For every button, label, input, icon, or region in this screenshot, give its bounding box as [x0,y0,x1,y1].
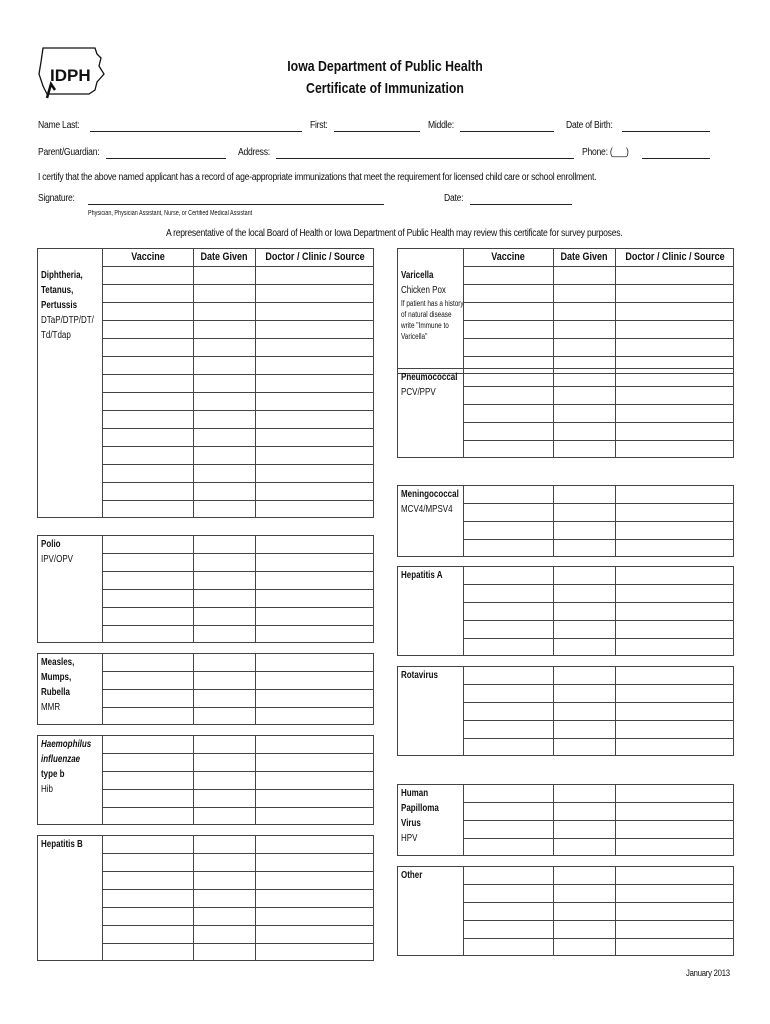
column-divider [615,866,616,956]
dob-field[interactable] [622,131,710,132]
table-row[interactable] [102,707,374,708]
vaccine-name: Mumps, [41,672,72,683]
parent-label: Parent/Guardian: [38,147,100,158]
table-row[interactable] [102,625,374,626]
last-name-field[interactable] [90,131,302,132]
table-row[interactable] [463,920,734,921]
table-row[interactable] [102,482,374,483]
table-row[interactable] [463,521,734,522]
table-row[interactable] [463,338,734,339]
vaccine-note: write "Immune to [401,321,449,330]
column-divider [193,248,194,518]
vaccine-name: type b [41,769,65,780]
left-vaccine-label-2 [41,655,105,715]
right-vaccine-label-6 [401,868,465,883]
middle-name-label: Middle: [428,120,454,131]
table-row[interactable] [102,771,374,772]
title-agency: Iowa Department of Public Health [287,58,483,75]
vaccine-name: Hepatitis B [41,839,83,850]
left-header-vaccine: Vaccine [130,251,165,263]
table-row[interactable] [102,925,374,926]
right-header-doctor: Doctor / Clinic / Source [624,251,725,263]
table-row[interactable] [102,302,374,303]
table-row[interactable] [463,539,734,540]
header-divider [463,266,734,267]
table-row[interactable] [102,607,374,608]
first-name-field[interactable] [334,131,420,132]
logo-text: IDPH [50,66,91,85]
phone-field[interactable] [642,158,710,159]
dob-label: Date of Birth: [566,120,613,131]
last-name-label: Name Last: [38,120,80,131]
idph-logo [37,44,107,106]
first-name-label: First: [310,120,328,131]
table-row[interactable] [463,820,734,821]
vaccine-name: Human [401,788,429,799]
table-row[interactable] [463,702,734,703]
signature-caption: Physician, Physician Assistant, Nurse, or Certified Medical Assistant [88,210,253,217]
vaccine-name: Diphtheria, [41,270,83,281]
table-row[interactable] [463,404,734,405]
table-row[interactable] [102,871,374,872]
table-row[interactable] [102,284,374,285]
vaccine-abbrev: DTaP/DTP/DT/ [41,315,94,326]
table-row[interactable] [463,902,734,903]
table-row[interactable] [463,422,734,423]
date-label: Date: [444,193,464,204]
table-row[interactable] [463,938,734,939]
vaccine-abbrev: IPV/OPV [41,554,74,565]
vaccine-note: If patient has a history [401,299,464,308]
phone-label: Phone: (___) [582,147,629,158]
right-vaccine-label-0 [401,268,465,342]
column-divider [615,368,616,458]
vaccine-name: Virus [401,818,421,829]
vaccine-name: Polio [41,539,61,550]
vaccine-abbrev: MCV4/MPSV4 [401,504,453,515]
table-row[interactable] [102,464,374,465]
table-row[interactable] [463,720,734,721]
vaccine-name: Pertussis [41,300,78,311]
table-row[interactable] [102,356,374,357]
right-vaccine-label-3 [401,568,465,583]
table-row[interactable] [463,884,734,885]
right-header-vaccine: Vaccine [491,251,525,263]
table-row[interactable] [102,446,374,447]
vaccine-abbrev: PCV/PPV [401,387,436,398]
table-row[interactable] [102,807,374,808]
table-row[interactable] [102,428,374,429]
table-row[interactable] [102,410,374,411]
table-row[interactable] [463,284,734,285]
title-certificate: Certificate of Immunization [306,80,464,97]
table-row[interactable] [102,753,374,754]
table-row[interactable] [102,943,374,944]
column-divider [615,666,616,756]
left-header-date-given: Date Given [200,251,248,263]
table-row[interactable] [102,689,374,690]
table-row[interactable] [463,620,734,621]
footer-date: January 2013 [686,968,730,978]
column-divider [553,666,554,756]
table-row[interactable] [102,320,374,321]
left-vaccine-label-1 [41,537,105,567]
vaccine-name: Rotavirus [401,670,438,681]
table-row[interactable] [102,853,374,854]
table-row[interactable] [102,571,374,572]
table-row[interactable] [463,602,734,603]
column-divider [255,248,256,518]
table-row[interactable] [102,500,374,501]
vaccine-abbrev: MMR [41,702,61,713]
table-row[interactable] [463,503,734,504]
table-row[interactable] [102,889,374,890]
table-row[interactable] [463,386,734,387]
column-divider [615,566,616,656]
left-vaccine-label-4 [41,837,105,852]
table-row[interactable] [463,684,734,685]
date-field[interactable] [470,204,572,205]
vaccine-name: Hepatitis A [401,570,443,581]
signature-label: Signature: [38,193,75,204]
vaccine-note: Varicella" [401,332,428,341]
table-row[interactable] [463,802,734,803]
table-row[interactable] [102,553,374,554]
table-row[interactable] [463,584,734,585]
vaccine-abbrev: HPV [401,833,418,844]
table-row[interactable] [102,907,374,908]
left-vaccine-label-3 [41,737,105,797]
table-row[interactable] [463,320,734,321]
table-row[interactable] [102,671,374,672]
vaccine-abbrev: Hib [41,784,54,795]
vaccine-name: Rubella [41,687,70,698]
middle-name-field[interactable] [460,131,554,132]
address-label: Address: [238,147,270,158]
table-row[interactable] [463,302,734,303]
representative-note: A representative of the local Board of Health or Iowa Department of Public Health may review this certificate for survey purposes. [166,228,623,239]
left-vaccine-label-0 [41,268,105,343]
right-vaccine-label-2 [401,487,465,517]
right-vaccine-label-5 [401,786,465,846]
header-divider [102,266,374,267]
address-field[interactable] [276,158,574,159]
vaccine-name: Other [401,870,423,881]
certify-statement: I certify that the above named applicant has a record of age-appropriate immunizations that meet the requirement for licensed child care or school enrollment. [38,172,597,183]
table-row[interactable] [463,638,734,639]
vaccine-name: Tetanus, [41,285,74,296]
parent-field[interactable] [106,158,226,159]
vaccine-name: Meningococcal [401,489,459,500]
vaccine-name: Varicella [401,270,434,281]
column-divider [193,735,194,825]
column-divider [553,368,554,458]
vaccine-abbrev: Td/Tdap [41,330,71,341]
vaccine-name: Measles, [41,657,75,668]
right-vaccine-label-4 [401,668,465,683]
vaccine-name: Haemophilus [41,739,92,750]
vaccine-name: influenzae [41,754,81,765]
column-divider [255,735,256,825]
table-row[interactable] [102,392,374,393]
vaccine-abbrev: Chicken Pox [401,285,446,296]
left-header-doctor: Doctor / Clinic / Source [264,251,365,263]
table-row[interactable] [463,356,734,357]
table-row[interactable] [463,440,734,441]
table-row[interactable] [102,338,374,339]
vaccine-note: of natural disease [401,310,452,319]
signature-field[interactable] [88,204,384,205]
table-row[interactable] [102,789,374,790]
vaccine-name: Pneumococcal [401,372,458,383]
column-divider [553,866,554,956]
table-row[interactable] [102,374,374,375]
table-row[interactable] [102,589,374,590]
vaccine-name: Papilloma [401,803,439,814]
right-header-date-given: Date Given [560,251,608,263]
right-vaccine-label-1 [401,370,465,400]
column-divider [553,566,554,656]
table-row[interactable] [463,738,734,739]
table-row[interactable] [463,838,734,839]
